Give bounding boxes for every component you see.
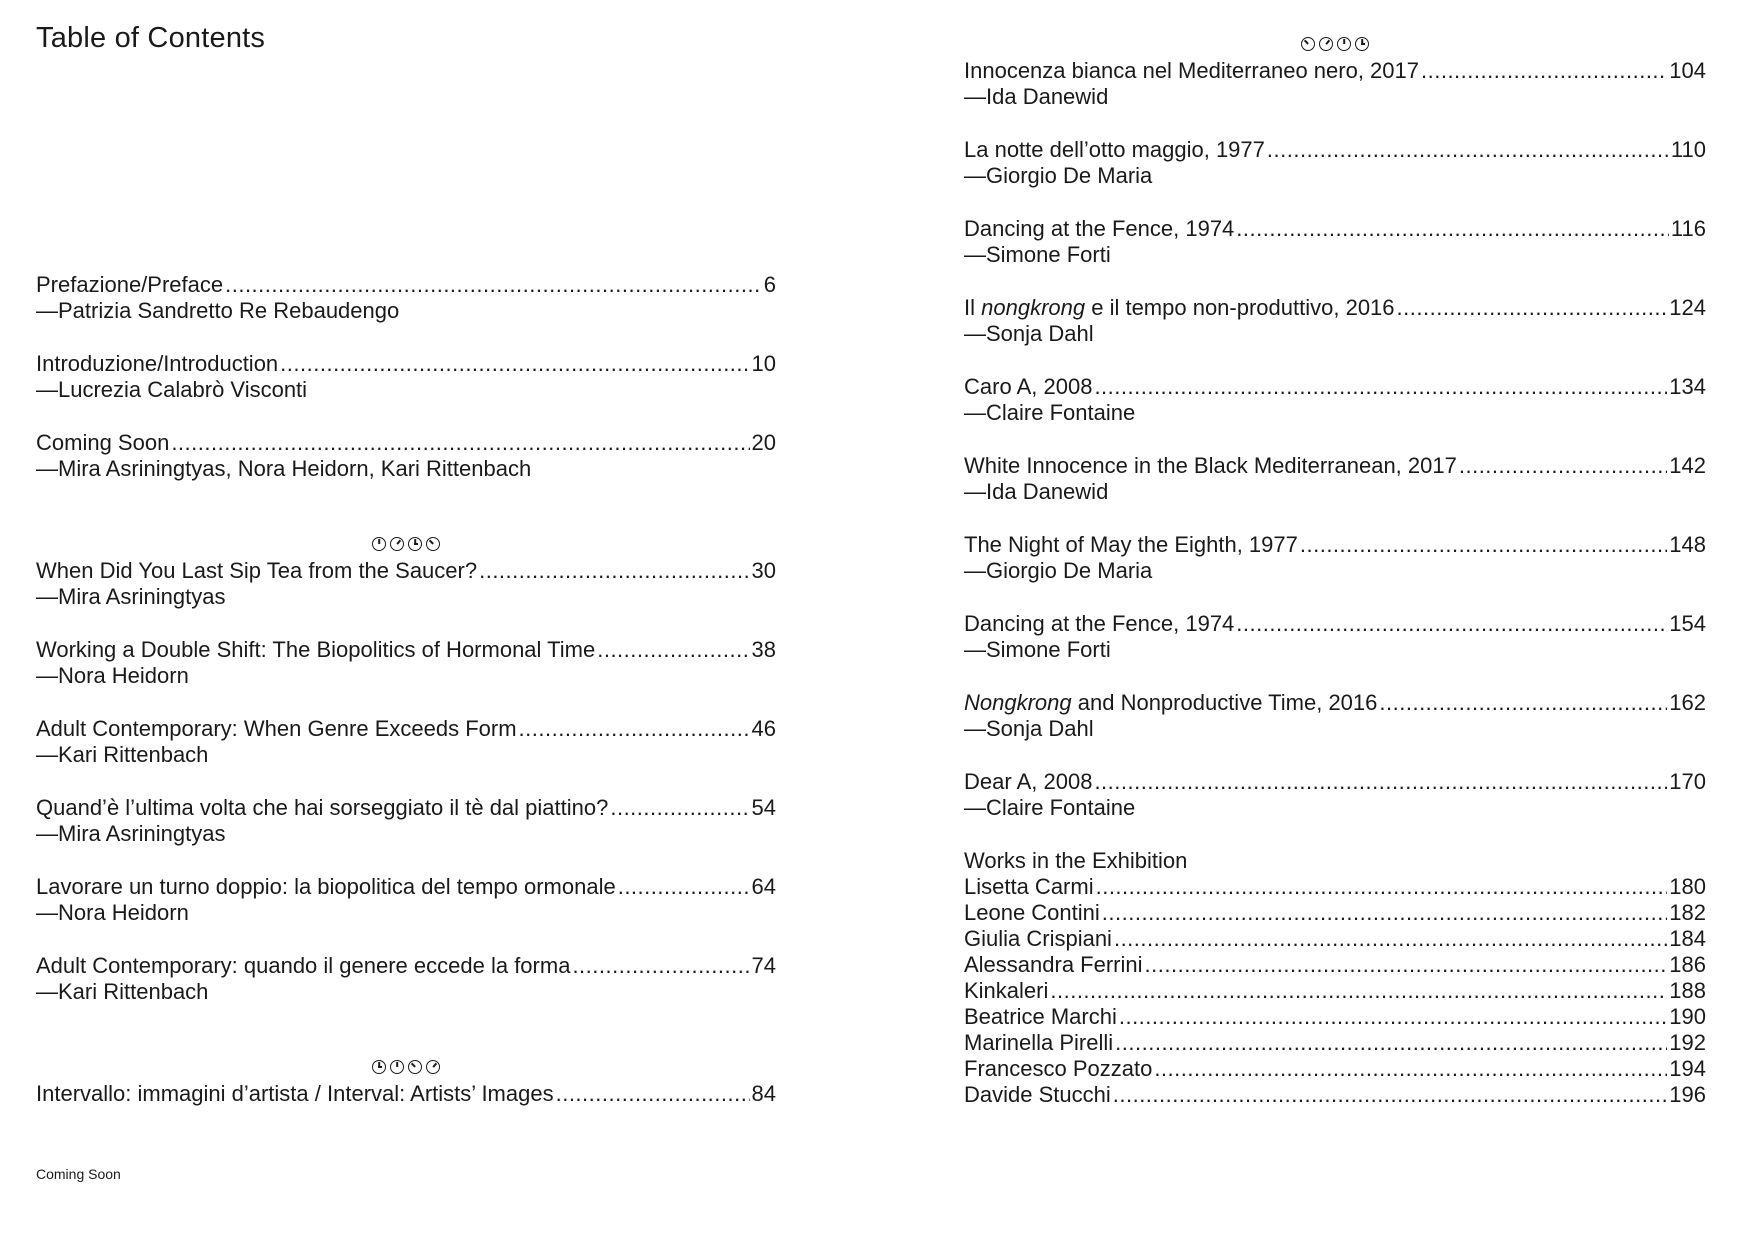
- toc-entry[interactable]: [964, 374, 1706, 426]
- toc-entry[interactable]: [36, 874, 776, 926]
- entry-page: 162: [1669, 690, 1706, 715]
- works-item[interactable]: [964, 926, 1706, 952]
- toc-entry[interactable]: [964, 295, 1706, 347]
- page-footer: Coming Soon: [36, 1166, 121, 1182]
- entry-page: 182: [1669, 900, 1706, 925]
- toc-entry[interactable]: [964, 137, 1706, 189]
- entry-page: 104: [1669, 58, 1706, 83]
- dot-leader: [280, 351, 749, 377]
- entry-title: Intervallo: immagini d’artista / Interval: Artists’ Images: [36, 1081, 554, 1106]
- entry-page: 124: [1669, 295, 1706, 320]
- toc-entry[interactable]: [964, 690, 1706, 742]
- clock-glyph-icon: [1301, 37, 1315, 51]
- dot-leader: [1050, 978, 1667, 1004]
- clock-glyph-icon: [1319, 37, 1333, 51]
- artist-name: Alessandra Ferrini: [964, 952, 1143, 977]
- dot-leader: [1421, 58, 1667, 84]
- italic-term: Nongkrong: [964, 690, 1072, 715]
- entry-page: 186: [1669, 952, 1706, 977]
- dot-leader: [1119, 1004, 1667, 1030]
- entry-author: —Patrizia Sandretto Re Rebaudengo: [36, 298, 400, 323]
- clock-glyph-icon: [372, 1060, 386, 1074]
- toc-entry[interactable]: [36, 637, 776, 689]
- works-item[interactable]: [964, 874, 1706, 900]
- entry-page: 20: [751, 430, 776, 455]
- toc-entry[interactable]: [964, 453, 1706, 505]
- page-title: Table of Contents: [36, 22, 266, 54]
- clock-glyph-icon: [426, 537, 440, 551]
- toc-entry[interactable]: [964, 769, 1706, 821]
- dot-leader: [1300, 532, 1667, 558]
- section-separator: [36, 530, 776, 558]
- toc-entry[interactable]: [36, 953, 776, 1005]
- entry-page: 154: [1669, 611, 1706, 636]
- section-separator: [36, 1053, 776, 1081]
- entry-title: Dancing at the Fence, 1974: [964, 611, 1235, 636]
- entry-title: Introduzione/Introduction: [36, 351, 279, 376]
- entry-page: 190: [1669, 1004, 1706, 1029]
- entry-author: —Claire Fontaine: [964, 400, 1136, 425]
- artist-name: Davide Stucchi: [964, 1082, 1111, 1107]
- entry-title: Working a Double Shift: The Biopolitics of Hormonal Time: [36, 637, 596, 662]
- entry-page: 30: [751, 558, 776, 583]
- section-separator: [964, 30, 1706, 58]
- entry-page: 54: [751, 795, 776, 820]
- entry-title: Il nongkrong e il tempo non-produttivo, 2016: [964, 295, 1395, 320]
- entry-page: 180: [1669, 874, 1706, 899]
- dot-leader: [1236, 216, 1669, 242]
- toc-entry[interactable]: [964, 216, 1706, 268]
- entry-page: 38: [751, 637, 776, 662]
- dot-leader: [1267, 137, 1669, 163]
- dot-leader: [618, 874, 750, 900]
- toc-entry[interactable]: [964, 58, 1706, 110]
- toc-entry[interactable]: [36, 795, 776, 847]
- dot-leader: [1379, 690, 1667, 716]
- entry-title: Adult Contemporary: When Genre Exceeds Form: [36, 716, 517, 741]
- entry-page: 188: [1669, 978, 1706, 1003]
- entry-page: 142: [1669, 453, 1706, 478]
- entry-page: 116: [1670, 216, 1706, 241]
- entry-author: —Mira Asriningtyas: [36, 584, 226, 609]
- entry-author: —Kari Rittenbach: [36, 742, 209, 767]
- toc-right-column: [964, 30, 1706, 1108]
- entry-page: 134: [1669, 374, 1706, 399]
- entry-page: 110: [1670, 137, 1706, 162]
- entry-title: Dancing at the Fence, 1974: [964, 216, 1235, 241]
- entry-author: —Nora Heidorn: [36, 900, 189, 925]
- works-item[interactable]: [964, 1030, 1706, 1056]
- dot-leader: [1154, 1056, 1667, 1082]
- entry-author: —Simone Forti: [964, 637, 1111, 662]
- artist-name: Leone Contini: [964, 900, 1100, 925]
- entry-title: When Did You Last Sip Tea from the Saucer?: [36, 558, 478, 583]
- toc-entry[interactable]: [36, 1081, 776, 1107]
- dot-leader: [225, 272, 762, 298]
- clock-glyph-icon: [1355, 37, 1369, 51]
- dot-leader: [1094, 374, 1667, 400]
- dot-leader: [1145, 952, 1668, 978]
- toc-entry[interactable]: [36, 351, 776, 403]
- entry-page: 74: [751, 953, 776, 978]
- entry-author: —Sonja Dahl: [964, 321, 1094, 346]
- artist-name: Giulia Crispiani: [964, 926, 1112, 951]
- entry-page: 148: [1669, 532, 1706, 557]
- italic-term: nongkrong: [981, 295, 1086, 320]
- clock-glyph-icon: [1337, 37, 1351, 51]
- entry-page: 10: [751, 351, 776, 376]
- entry-author: —Lucrezia Calabrò Visconti: [36, 377, 308, 402]
- entry-author: —Ida Danewid: [964, 84, 1109, 109]
- works-list: [964, 874, 1706, 1108]
- entry-title: The Night of May the Eighth, 1977: [964, 532, 1298, 557]
- dot-leader: [1113, 1082, 1668, 1108]
- artist-name: Francesco Pozzato: [964, 1056, 1153, 1081]
- toc-entry[interactable]: [964, 532, 1706, 584]
- entry-title: Lavorare un turno doppio: la biopolitica del tempo ormonale: [36, 874, 616, 899]
- dot-leader: [1115, 1030, 1667, 1056]
- entry-page: 192: [1669, 1030, 1706, 1055]
- artist-name: Kinkaleri: [964, 978, 1049, 1003]
- entry-page: 6: [763, 272, 776, 297]
- dot-leader: [171, 430, 749, 456]
- clock-glyph-icon: [408, 1060, 422, 1074]
- toc-left-column: [36, 272, 776, 1107]
- entry-page: 84: [751, 1081, 776, 1106]
- dot-leader: [1236, 611, 1667, 637]
- dot-leader: [479, 558, 749, 584]
- dot-leader: [572, 953, 749, 979]
- toc-entry[interactable]: [36, 558, 776, 610]
- entry-title: Innocenza bianca nel Mediterraneo nero, 2017: [964, 58, 1419, 83]
- entry-title: Caro A, 2008: [964, 374, 1093, 399]
- clock-glyph-icon: [408, 537, 422, 551]
- entry-title: Adult Contemporary: quando il genere eccede la forma: [36, 953, 571, 978]
- entry-page: 46: [751, 716, 776, 741]
- entry-page: 64: [751, 874, 776, 899]
- clock-glyph-icon: [426, 1060, 440, 1074]
- clock-glyph-icon: [390, 1060, 404, 1074]
- clock-glyph-icon: [390, 537, 404, 551]
- works-item[interactable]: [964, 952, 1706, 978]
- dot-leader: [556, 1081, 750, 1107]
- entry-author: —Claire Fontaine: [964, 795, 1136, 820]
- toc-entry[interactable]: [36, 716, 776, 768]
- works-item[interactable]: [964, 978, 1706, 1004]
- entry-author: —Giorgio De Maria: [964, 163, 1153, 188]
- artist-name: Beatrice Marchi: [964, 1004, 1117, 1029]
- entry-title: Prefazione/Preface: [36, 272, 224, 297]
- dot-leader: [1459, 453, 1667, 479]
- dot-leader: [1397, 295, 1668, 321]
- entry-page: 196: [1669, 1082, 1706, 1107]
- entry-title: Dear A, 2008: [964, 769, 1093, 794]
- artist-name: Marinella Pirelli: [964, 1030, 1114, 1055]
- entry-author: —Mira Asriningtyas, Nora Heidorn, Kari Rittenbach: [36, 456, 532, 481]
- works-item[interactable]: [964, 900, 1706, 926]
- entry-author: —Nora Heidorn: [36, 663, 189, 688]
- entry-page: 170: [1669, 769, 1706, 794]
- dot-leader: [1114, 926, 1667, 952]
- clock-glyph-icon: [372, 537, 386, 551]
- entry-author: —Ida Danewid: [964, 479, 1109, 504]
- entry-title: Quand’è l’ultima volta che hai sorseggiato il tè dal piattino?: [36, 795, 609, 820]
- dot-leader: [1094, 769, 1667, 795]
- entry-author: —Giorgio De Maria: [964, 558, 1153, 583]
- works-heading: Works in the Exhibition: [964, 848, 1188, 873]
- dot-leader: [519, 716, 750, 742]
- entry-title: White Innocence in the Black Mediterranean, 2017: [964, 453, 1457, 478]
- works-item[interactable]: [964, 1056, 1706, 1082]
- entry-page: 184: [1669, 926, 1706, 951]
- artist-name: Lisetta Carmi: [964, 874, 1094, 899]
- entry-author: —Mira Asriningtyas: [36, 821, 226, 846]
- entry-author: —Kari Rittenbach: [36, 979, 209, 1004]
- toc-entry[interactable]: [36, 272, 776, 324]
- works-item[interactable]: [964, 1082, 1706, 1108]
- toc-entry[interactable]: [964, 611, 1706, 663]
- entry-title: Coming Soon: [36, 430, 170, 455]
- toc-entry[interactable]: [36, 430, 776, 482]
- dot-leader: [610, 795, 749, 821]
- entry-page: 194: [1669, 1056, 1706, 1081]
- works-item[interactable]: [964, 1004, 1706, 1030]
- entry-title: Nongkrong and Nonproductive Time, 2016: [964, 690, 1378, 715]
- entry-author: —Simone Forti: [964, 242, 1111, 267]
- entry-title: La notte dell’otto maggio, 1977: [964, 137, 1265, 162]
- entry-author: —Sonja Dahl: [964, 716, 1094, 741]
- dot-leader: [1102, 900, 1668, 926]
- dot-leader: [597, 637, 749, 663]
- dot-leader: [1096, 874, 1668, 900]
